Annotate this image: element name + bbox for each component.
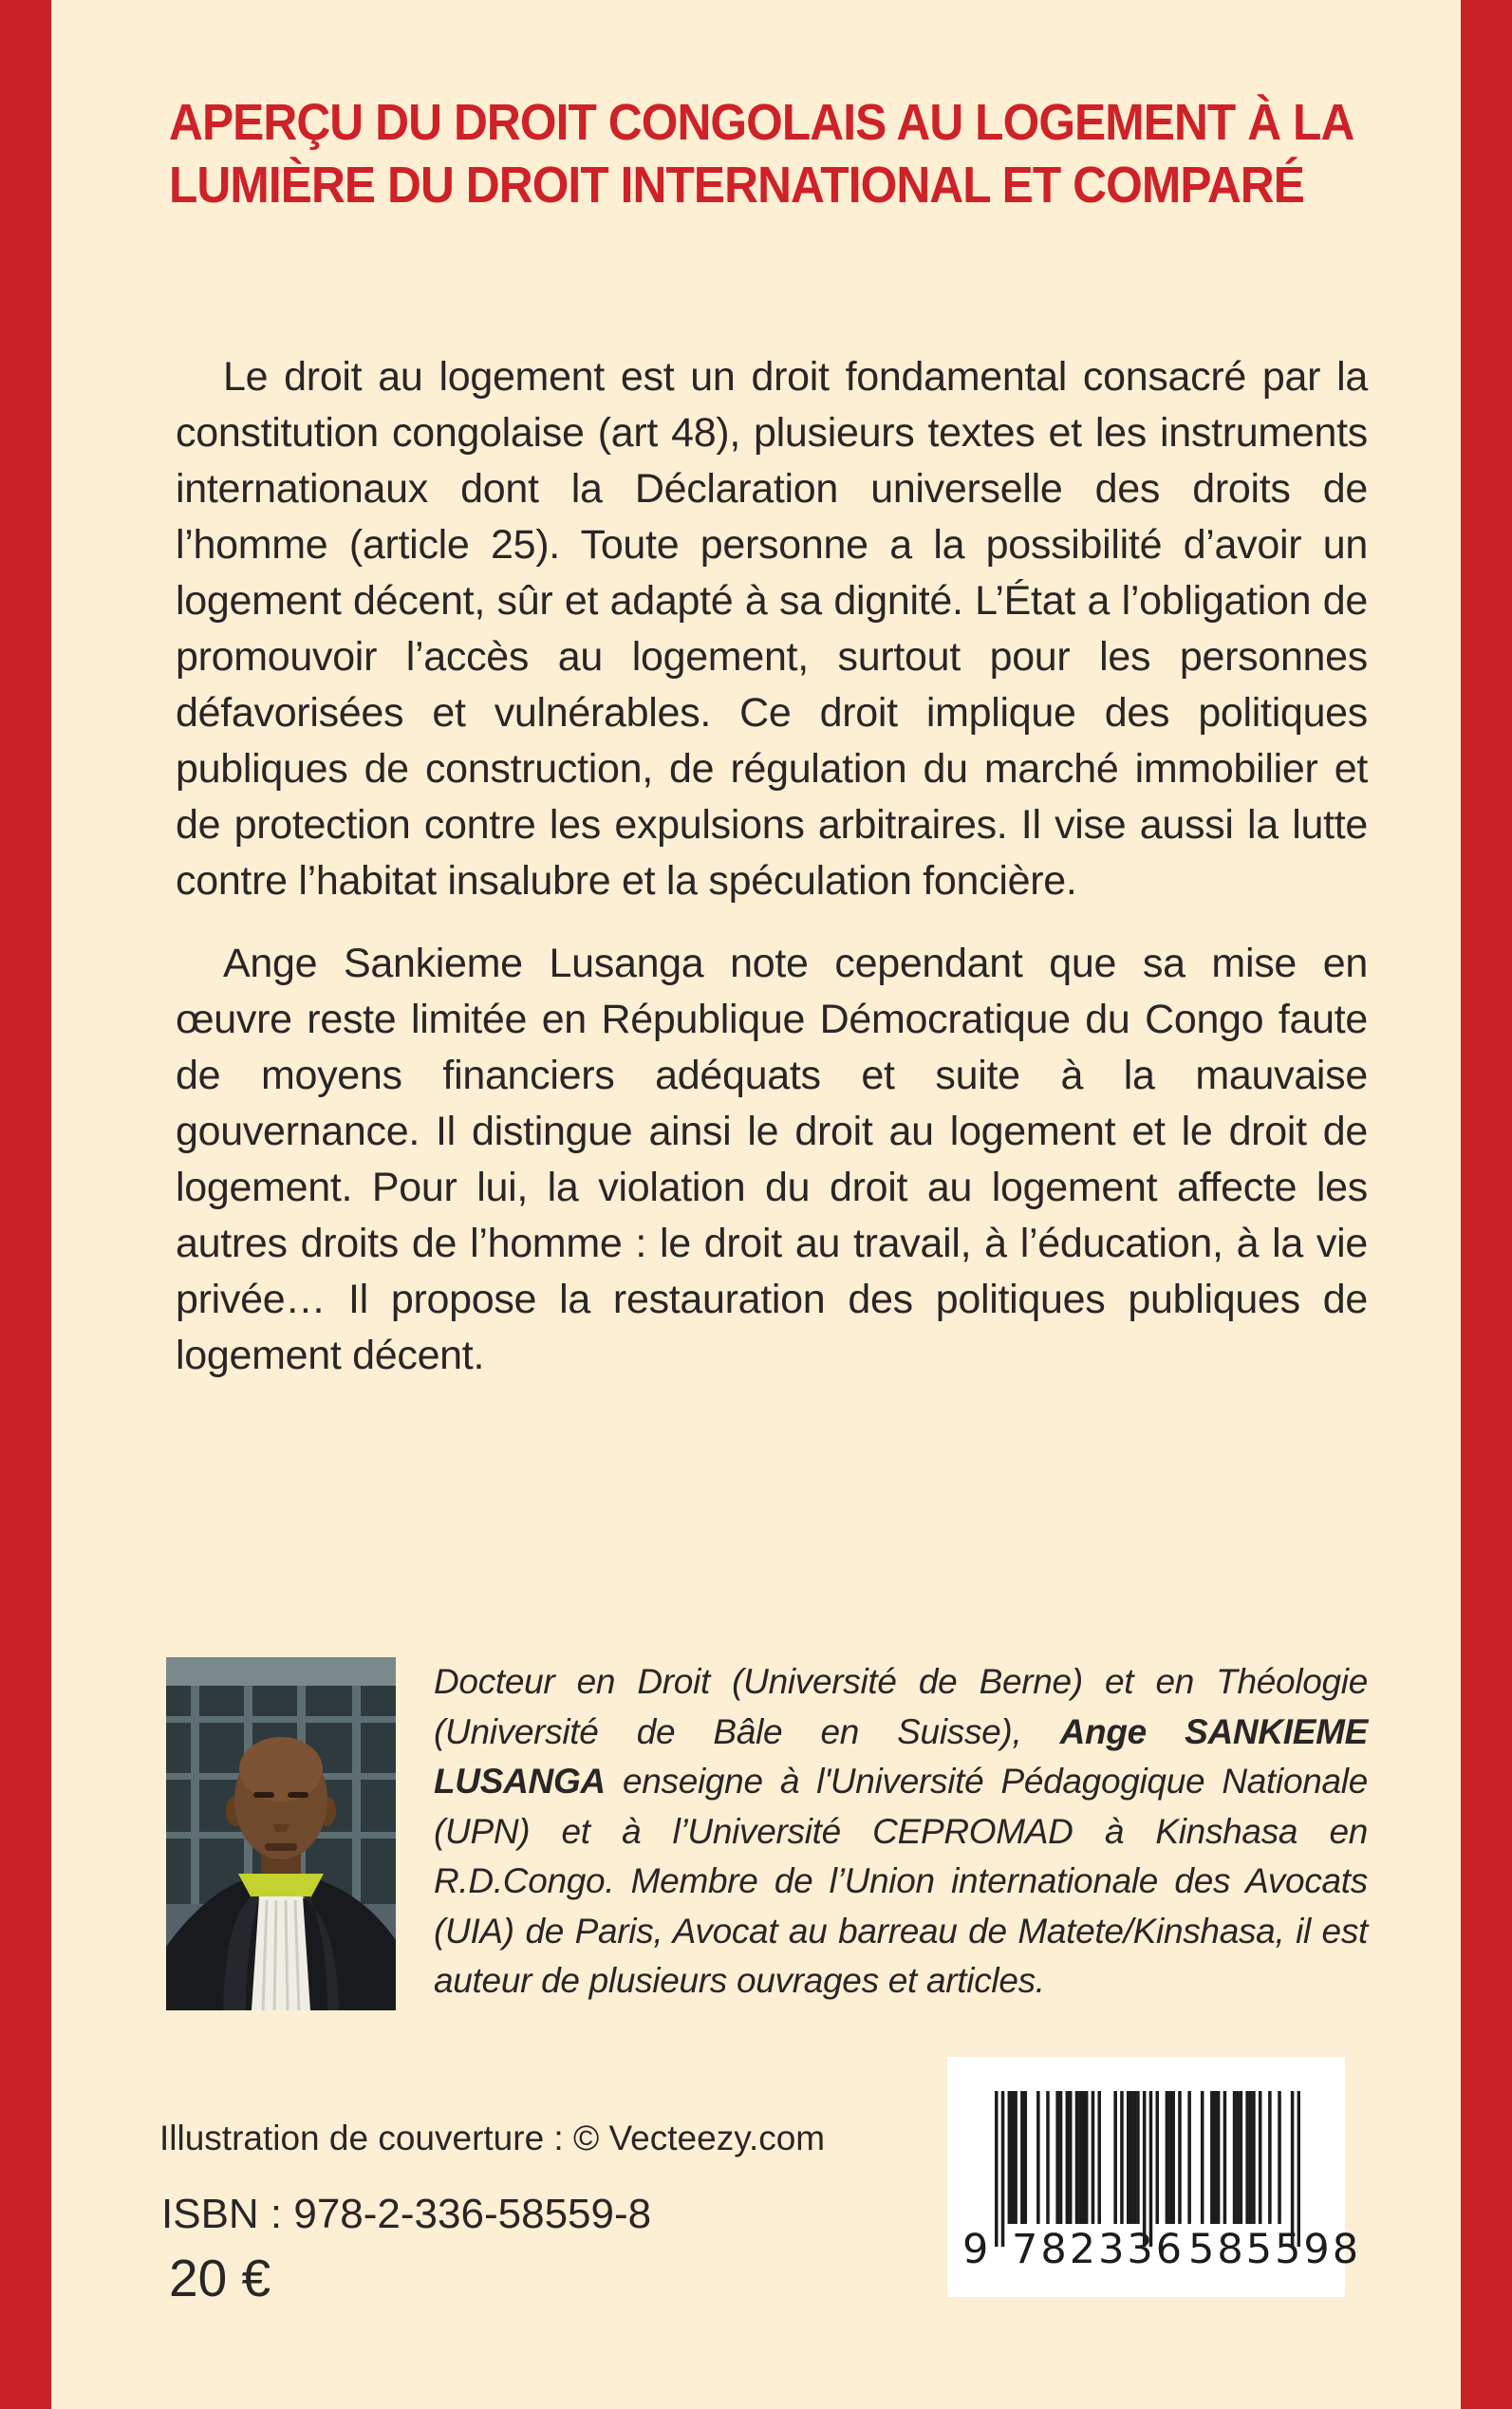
price-label: 20 € [169, 2249, 271, 2307]
author-name: Ange SANKIEME LUSANGA [434, 1711, 1368, 1801]
illustration-credit: Illustration de couverture : © Vecteezy.com [159, 2119, 826, 2157]
book-title [169, 91, 1403, 216]
right-red-border [1461, 0, 1512, 2409]
bio-before-name: Docteur en Droit (Université de Berne) et en Théologie (Université de Bâle en Suisse), [434, 1662, 1368, 1751]
left-red-border [0, 0, 51, 2409]
synopsis [176, 349, 1368, 1384]
barcode [947, 2057, 1362, 2297]
barcode-left-digit: 9 [962, 2226, 992, 2273]
bio-after-name: enseigne à l'Université Pédagogique Nationale (UPN) et à l’Université CEPROMAD à Kinshasa en R.D.Congo. Membre de l’Union internationale des Avocats (UIA) de Paris, Avocat au barreau de Matete/Kinshasa, il est auteur de plusieurs ouvrages et articles. [434, 1762, 1368, 2000]
synopsis-paragraph-1: Le droit au logement est un droit fondamental consacré par la constitution congolaise (art 48), plusieurs textes et les instruments internationaux dont la Déclaration universelle des droits de l’homme (article 25). Toute personne a la possibilité d’avoir un logement décent, sûr et adapté à sa dignité. L’État a l’obligation de promouvoir l’accès au logement, surtout pour les personnes défavorisées et vulnérables. Ce droit implique des politiques publiques de construction, de régulation du marché immobilier et de protection contre les expulsions arbitraires. Il vise aussi la lutte contre l’habitat insalubre et la spéculation foncière. [176, 354, 1368, 904]
isbn-label: ISBN : 978-2-336-58559-8 [161, 2191, 652, 2237]
author-photo [166, 1657, 396, 2010]
author-bio-section [166, 1657, 1368, 2010]
barcode-group2: 585598 [1188, 2226, 1362, 2273]
book-title-line1: APERÇU DU DROIT CONGOLAIS AU LOGEMENT À LA [169, 94, 1354, 151]
book-title-line2: LUMIÈRE DU DROIT INTERNATIONAL ET COMPARÉ [169, 157, 1304, 214]
synopsis-paragraph-2: Ange Sankieme Lusanga note cependant que sa mise en œuvre reste limitée en République Démocratique du Congo faute de moyens financiers adéquats et suite à la mauvaise gouvernance. Il distingue ainsi le droit au logement et le droit de logement. Pour lui, la violation du droit au logement affecte les autres droits de l’homme : le droit au travail, à l’éducation, à la vie privée… Il propose la restauration des politiques publiques de logement décent. [176, 941, 1368, 1378]
barcode-group1: 782336 [1012, 2226, 1185, 2273]
author-bio-text [434, 1657, 1368, 2007]
